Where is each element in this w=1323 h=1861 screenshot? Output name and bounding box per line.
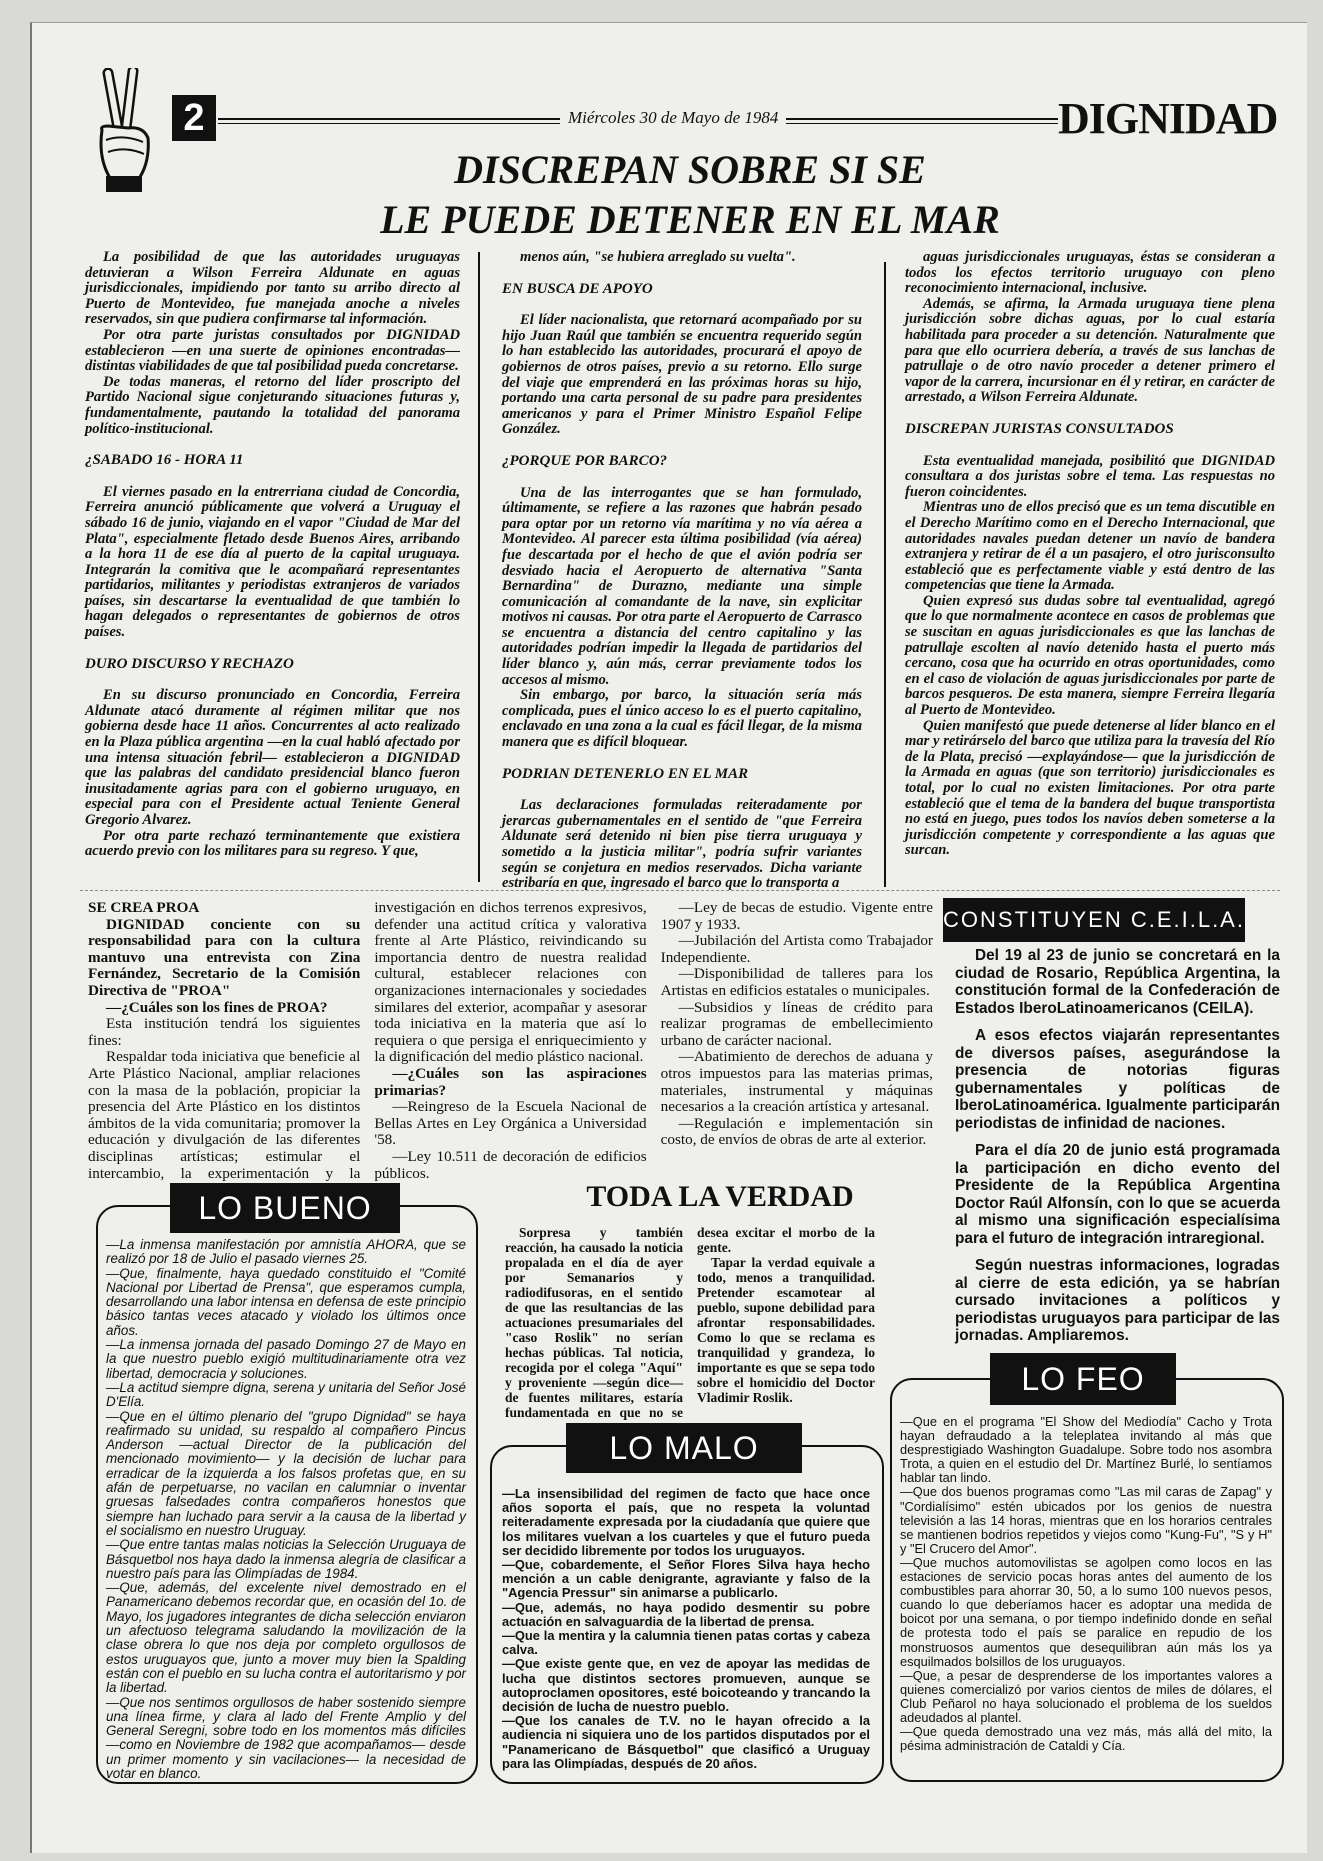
lo-malo-item: —Que, además, no haya podido desmentir su pobre actuación en salvaguardia de la libertad de prensa. [502,1599,870,1629]
ceila-article [955,947,1280,1355]
article-paragraph: Las declaraciones formuladas reiteradamente por jerarcas gubernamentales en el sentido de "que Ferreira Aldunate será detenido ni bien pise tierra uruguaya y sometido a la justicia militar", podría sufrir variantes según se conjetura en medios reservados. Dicha variante estribaría en que, ingresado el barco que lo transporta a [502,797,862,892]
lo-malo-item: —Que existe gente que, en vez de apoyar las medidas de lucha que distintos sectores promueven, aunque se autoproclamen opositores, esté boicoteando y trancando la decisión de lucha de nuestro pueblo. [502,1656,870,1715]
newspaper-logo: DIGNIDAD [1058,94,1278,143]
proa-paragraph: SE CREA PROA [88,899,200,916]
toda-la-verdad-article [505,1225,875,1420]
column-divider [884,262,886,887]
article-paragraph: Esta eventualidad manejada, posibilitó que DIGNIDAD consultara a dos juristas sobre el tema. Las respuestas no fueron coincidentes. [905,452,1275,500]
lo-bueno-label: LO BUENO [170,1183,400,1233]
ceila-paragraph: Del 19 al 23 de junio se concretará en la ciudad de Rosario, República Argentina, la constitución formal de la Confederación de Estados IberoLatinoamericanos (CEILA). [955,947,1280,1017]
page-number: 2 [172,95,216,141]
article-column [502,250,862,892]
lo-feo-item: —Que, a pesar de desprenderse de los importantes valores a quienes comercializó por varios cientos de miles de dólares, el Club Peñarol no haya solucionado el problema de los sueldos adeudados al plantel. [900,1667,1272,1725]
section-divider [80,890,1280,891]
proa-paragraph: —Reingreso de la Escuela Nacional de Bellas Artes en Ley Orgánica a Universidad '58. [374,1098,647,1149]
verdad-paragraph: Sorpresa y también reacción, ha causado la noticia propalada en el día de ayer por Semanarios y radiodifusoras, en el sentido de que las resultancias de las actuaciones presumariales del "caso Roslik" no serían hechas públicas. Tal noticia, recogida por el colega "Aquí" y proveniente —según dice— de fuentes militares, estaría fundamentada en que no se desea excitar el morbo de la gente. [505,1225,875,1420]
lo-bueno-item: —Que entre tantas malas noticias la Selección Uruguaya de Básquetbol nos haya dado la inmensa alegría de clasificar a nuestro país para las Olimpíadas de 1984. [106,1537,466,1581]
lo-malo-item: —Que la mentira y la calumnia tienen patas cortas y cabeza calva. [502,1628,870,1658]
article-paragraph: Sin embargo, por barco, la situación sería más complicada, pues el único acceso lo es el puerto capitalino, enclavado en una zona a la cual es fácil llegar, de la misma manera que es difícil bloquear. [502,687,862,751]
proa-paragraph: —Regulación e implementación sin costo, de envíos de obras de arte al exterior. [660,1114,933,1149]
proa-paragraph: —Jubilación del Artista como Trabajador Independiente. [660,932,933,966]
proa-paragraph: DIGNIDAD conciente con su responsabilidad para con la cultura mantuvo una entrevista con Zina Fernández, Secretario de la Comisión Directiva de "PROA" [88,915,361,999]
article-paragraph: menos aún, "se hubiera arreglado su vuelta". [520,249,796,265]
proa-paragraph: —¿Cuáles son los fines de PROA? [106,998,328,1016]
article-paragraph-heading: DISCREPAN JURISTAS CONSULTADOS [905,420,1174,437]
proa-paragraph: Esta institución tendrá los siguientes fines: [88,1015,361,1049]
article-paragraph: Una de las interrogantes que se han formulado, últimamente, se refiere a las razones que habrán pesado para optar por un retorno vía marítima y no vía aérea a Montevideo. Al parecer esta última posibilidad (vía aérea) fue descartada por el hecho de que el avión podría ser desviado hacia el Aeropuerto de alternativa "Santa Bernardina" de Durazno, mediante una simple comunicación al comandante de la nave, sin explicitar motivos ni causas. Por otra parte el Aeropuerto de Carrasco se encuentra a distancia del centro capitalino y las autoridades podrían impedir la llegada de partidarios del líder blanco y, aún más, cerrar previamente todos los accesos al mismo. [502,484,862,688]
article-paragraph: Por otra parte rechazó terminantemente que existiera acuerdo previo con los militares para su regreso. Y que, [85,827,460,860]
lo-bueno-item: —La inmensa jornada del pasado Domingo 27 de Mayo en la que nuestro pueblo exigió multitudinariamente otra vez libertad, democracia y soluciones. [106,1337,466,1381]
lo-bueno-item: —Que nos sentimos orgullosos de haber sostenido siempre una línea firme, y clara al lado del Frente Amplio y del General Seregni, sobre todo en los momentos más difíciles —como en Noviembre de 1982 que acompañamos— desde un primer momento y sin vacilaciones— la necesidad de votar en blanco. [106,1694,466,1781]
proa-paragraph: —Ley 10.511 de decoración de edificios públicos. [374,1147,647,1182]
article-paragraph-heading: ¿PORQUE POR BARCO? [502,452,668,469]
article-paragraph: Además, se afirma, la Armada uruguaya tiene plena jurisdicción sobre dichas aguas, por lo cual estaría habilitada para proceder a su detención. Naturalmente que para que ello ocurriera debería, a través de sus lanchas de patrullaje o de otro navío proceder a detener primero el vapor de la carrera, incursionar en él y retirar, en carácter de arrestado, a Wilson Ferreira Aldunate. [905,295,1275,406]
article-paragraph: Por otra parte juristas consultados por DIGNIDAD establecieron —en una suerte de opiniones encontradas— distintas viabilidades de que tal posibilidad pueda concretarse. [85,326,460,375]
lo-bueno-list [106,1238,466,1781]
article-paragraph-heading: EN BUSCA DE APOYO [502,280,653,297]
article-column [905,250,1275,859]
lo-feo-label: LO FEO [990,1353,1176,1405]
lo-malo-item: —Que los canales de T.V. no le hayan ofrecido a la audiencia ni siquiera uno de los partidos disputados por el "Panamericano de Básquetbol" que clasificó a Uruguay para las Olimpíadas, después de 20 años. [502,1713,870,1771]
article-paragraph-heading: PODRIAN DETENERLO EN EL MAR [502,765,749,782]
lo-feo-item: —Que queda demostrado una vez más, más allá del mito, la pésima administración de Cataldi y Cía. [900,1724,1272,1754]
lo-feo-item: —Que muchos automovilistas se agolpen como locos en las estaciones de servicio pocas horas antes del aumento de los combustibles para ahorrar 30, 50, a lo sumo 100 nuevos pesos, cuando lo que deberíamos hacer es adoptar una medida de boicot por una semana, o por tiempo indefinido donde en señal de protesta todo el país se paralice en repudio de los monstruosos aumentos que desequilibran aún más los ya esquilmados bolsillos de los uruguayos. [900,1554,1272,1669]
lo-feo-list [900,1415,1272,1753]
article-paragraph: Mientras uno de ellos precisó que es un tema discutible en el Derecho Marítimo como en el Derecho Internacional, que autoridades navales puedan detener un navío de bandera extranjera y retirar de él a un pasajero, el otro jurisconsulto estableció que es perfectamente viable y está dentro de las competencias que tiene la Armada. [905,499,1275,594]
article-paragraph: En su discurso pronunciado en Concordia, Ferreira Aldunate atacó duramente al régimen militar que nos gobierna desde hace 11 años. Concurrentes al acto realizado en la Plaza pública argentina —en la cual habló afectado por una intensa situación febril— establecieron a DIGNIDAD que las palabras del candidato presidencial blanco fueron inusitadamente agrias para con el gobierno uruguayo, en especial para con el Presidente actual Teniente General Gregorio Alvarez. [85,687,460,828]
article-paragraph-heading: ¿SABADO 16 - HORA 11 [85,452,244,469]
headline-line: DISCREPAN SOBRE SI SE [454,147,926,192]
article-paragraph: De todas maneras, el retorno del líder proscripto del Partido Nacional sigue conjeturando situaciones futuras y, fundamentalmente, pautando la totalidad del panorama político-institucional. [85,373,460,437]
lo-bueno-item: —La inmensa manifestación por amnistía AHORA, que se realizó por 18 de Julio el pasado viernes 25. [106,1237,466,1267]
lo-feo-item: —Que en el programa "El Show del Mediodía" Cacho y Trota hayan defraudado a la teleplatea invitando al más que desprestigiado Washington Guadalupe. Sobre todo nos asombra Trota, a quien en el estudio del Dr. Martínez Burlé, lo sentíamos hablar tan lindo. [900,1414,1272,1486]
ceila-paragraph: Para el día 20 de junio está programada la participación en dicho evento del Presidente de la República Argentina Doctor Raúl Alfonsín, con lo que se acuerda al mismo una significación especialísima para el futuro de integración intraregional. [955,1142,1280,1247]
article-paragraph-heading: DURO DISCURSO Y RECHAZO [85,655,294,672]
victory-hand-icon [88,68,160,193]
toda-la-verdad-heading: TODA LA VERDAD [586,1180,854,1213]
headline-line: LE PUEDE DETENER EN EL MAR [380,197,1000,242]
proa-paragraph: —Abatimiento de derechos de aduana y otros impuestos para las materias primas, materiales, instrumental y máquinas necesarios a la creación artística y artesanal. [660,1048,933,1116]
lo-malo-item: —Que, cobardemente, el Señor Flores Silva haya hecho mención a un cable denigrante, agraviante y falso de la "Agencia Pressur" sin animarse a publicarlo. [502,1557,870,1601]
ceila-paragraph: A esos efectos viajarán representantes de diversos países, asegurándose la presencia de notorias figuras gubernamentales y políticas de IberoLatinoamérica. Igualmente participarán periodistas de infinidad de naciones. [955,1027,1280,1132]
proa-paragraph: —¿Cuáles son las aspiraciones primarias? [374,1064,647,1099]
issue-date: Miércoles 30 de Mayo de 1984 [560,108,786,128]
column-divider [478,252,480,882]
verdad-paragraph: Tapar la verdad equivale a todo, menos a tranquilidad. Pretender escamotear al pueblo, supone debilidad para afrontar responsabilidades. Como lo que se reclama es tranquilidad y grandeza, lo importante es que se sepa todo sobre el homicidio del Doctor Vladimir Roslik. [697,1255,875,1405]
lo-malo-item: —La insensibilidad del regimen de facto que hace once años soporta el país, que no respeta la voluntad reiteradamente expresada por la ciudadanía que quiere que los militares vuelvan a los cuarteles y que el futuro pueda ser decidido libremente por todos los uruguayos. [502,1486,870,1558]
article-paragraph: El líder nacionalista, que retornará acompañado por su hijo Juan Raúl que también se encuentra requerido según lo han establecido las autoridades, procurará el apoyo de gobiernos de otros países, previo a su retorno. Ello surge del viaje que emprenderá en las próximas horas su hijo, portando una carta personal de su padre para presidentes americanos y para el Primer Ministro Español Felipe González. [502,312,862,438]
lo-bueno-item: —La actitud siempre digna, serena y unitaria del Señor José D'Elía. [106,1379,466,1410]
proa-paragraph: —Ley de becas de estudio. Vigente entre 1907 y 1933. [660,899,933,933]
article-paragraph: aguas jurisdiccionales uruguayas, éstas se consideran a todos los efectos territorio uruguayo con pleno reconocimiento internacional, inclusive. [905,249,1275,297]
proa-paragraph: —Disponibilidad de talleres para los Artistas en edificios estatales o municipales. [660,965,933,999]
article-paragraph: El viernes pasado en la entrerriana ciudad de Concordia, Ferreira anunció públicamente que volverá a Uruguay el sábado 16 de junio, viajando en el vapor "Ciudad de Mar del Plata", especialmente fletado desde Buenos Aires, arribando a la hora 11 de ese día al puerto de la capital uruguaya. Integrarán la comitiva que le acompañará representantes partidarios, militantes y periodistas extranjeros de variados países, sin descartarse la eventualidad de que también lo hagan delegados o representantes de gobiernos de otros países. [85,483,460,641]
proa-paragraph: Respaldar toda iniciativa que beneficie al Arte Plástico Nacional, ampliar relaciones con la masa de la población, propiciar la presencia del Arte Plástico en los distintos ámbitos de la vida comunitaria; promover la educación y divulgación de las diferentes disciplinas artísticas; estimular el intercambio, la experimentación y la investigación en dichos terrenos expresivos, defender una actitud crítica y valorativa frente al Arte Plástico, reivindicando su importancia dentro de nuestra realidad cultural, establecer relaciones con organizaciones internacionales y sociedades similares del exterior, acompañar y asesorar toda iniciativa en la materia que así lo requiera o que persiga el enriquecimiento y la dignificación del medio plástico nacional. [88,899,647,1182]
lo-bueno-item: —Que, además, del excelente nivel demostrado en el Panamericano debemos recordar que, en ocasión del 1o. de Mayo, los jugadores integrantes de dicha selección enviaron un afectuoso telegrama saludando la movilización de la clase obrera lo que nos deja por completo orgullosos de estos uruguayos que, junto a mover muy bien la Spalding están con el pueblo en su lucha contra el autoritarismo y por la libertad. [106,1580,466,1696]
article-paragraph: Quien manifestó que puede detenerse al líder blanco en el mar y retirárselo del barco que utiliza para la travesía del Río de la Plata, precisó —explayándose— que la jurisdicción de la Armada en aguas (que son territorio) jurisdiccionales es total, por lo cual no existen limitaciones. Por otra parte estableció que el tema de la bandera del buque transportista no está en juego, pues todos los navíos deben someterse a la jurisdicción competente y correspondiente a las aguas que surcan. [905,717,1275,859]
article-paragraph: Quien expresó sus dudas sobre tal eventualidad, agregó que lo que normalmente acontece en casos de problemas que se suscitan en aguas jurisdiccionales es que las lanchas de patrullaje escolten al navío detenido hasta el puerto más cercano, cosa que ha ocurrido en otras oportunidades, como en el caso de violación de aguas jurisdiccionales por parte de barcos pesqueros. De esta manera, siempre Ferreira llegaría al Puerto de Montevideo. [905,592,1275,719]
proa-paragraph: —Subsidios y líneas de crédito para realizar programas de embellecimiento urbano de carácter nacional. [660,998,933,1049]
lo-bueno-item: —Que en el último plenario del "grupo Dignidad" se haya reafirmado su unidad, su respaldo al compañero Pincus Anderson —actual Director de la publicación del mencionado movimiento— y la decisión de luchar para erradicar de la izquierda a los falsos profetas que, en su afán de perpetuarse, no vacilan en calumniar o inventar gruesas falsedades contra compañeros honestos que siempre han luchado para servir a la causa de la libertad y el socialismo en nuestro Uruguay. [106,1408,466,1538]
headline [160,145,1220,245]
lo-malo-list [502,1487,870,1771]
lo-malo-label: LO MALO [566,1423,802,1473]
proa-article [88,900,933,1185]
article-column [85,250,460,860]
lo-bueno-item: —Que, finalmente, haya quedado constituido el "Comité Nacional por Libertad de Prensa", que esperamos cumpla, desarrollando una labor intensa en defensa de este principio básico tantas veces atacado y violado los últimos once años. [106,1265,466,1338]
ceila-heading: CONSTITUYEN C.E.I.L.A. [943,898,1245,942]
lo-feo-item: —Que dos buenos programas como "Las mil caras de Zapag" y "Cordialísimo" estén ubicados por los genios de nuestra televisión a las 14 horas, mientras que en los horarios centrales se mantienen bodrios repetidos y viejos como "Kung-Fu", "S y H" y "El Crucero del Amor". [900,1484,1272,1556]
article-paragraph: La posibilidad de que las autoridades uruguayas detuvieran a Wilson Ferreira Aldunate en aguas jurisdiccionales, impidiendo por tanto su arribo directo al Puerto de Montevideo, fue manejada anoche a niveles reservados, sin que pudiera confirmarse tal información. [85,249,460,328]
ceila-paragraph: Según nuestras informaciones, logradas al cierre de esta edición, ya se habrían cursado invitaciones a políticos y periodistas uruguayos para participar de las jornadas. Ampliaremos. [955,1257,1280,1344]
